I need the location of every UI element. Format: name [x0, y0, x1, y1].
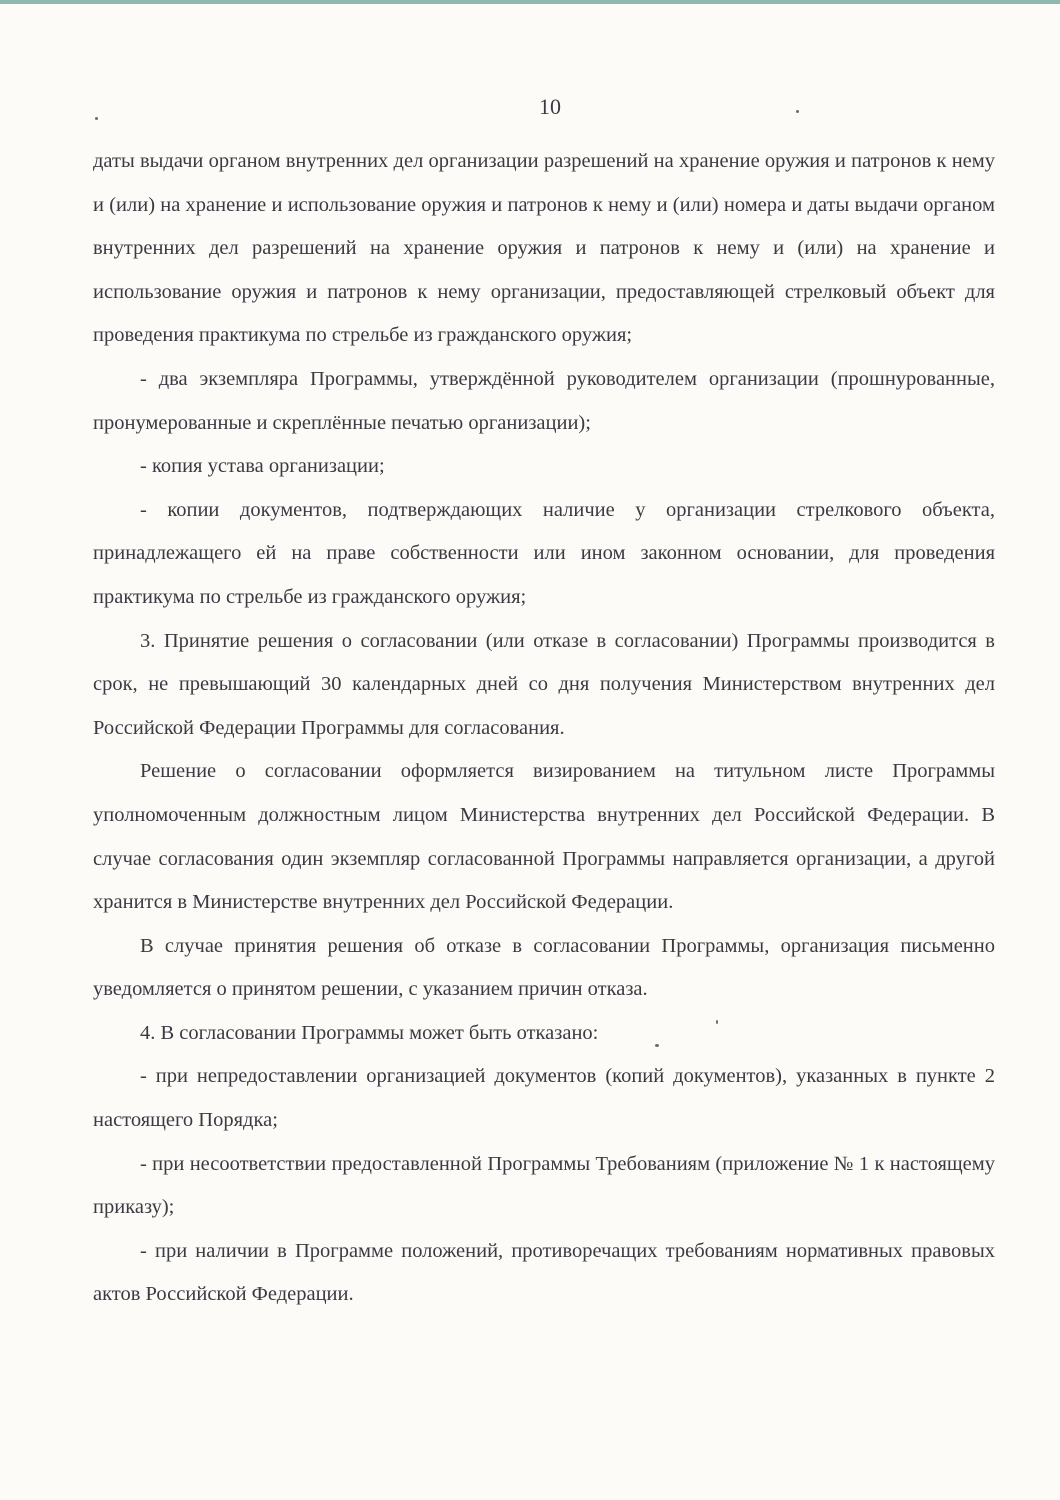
- paragraph-program-copies: - два экземпляра Программы, утверждённой руководителем организации (прошнурованные, пронумерованные и скреплённые печатью организации);: [93, 367, 995, 434]
- paragraph-refusal-contradictions: - при наличии в Программе положений, противоречащих требованиям нормативных правовых актов Российской Федерации.: [93, 1239, 995, 1306]
- paragraph-refusal-noncompliance: - при несоответствии предоставленной Программы Требованиям (приложение № 1 к настоящему приказу);: [93, 1152, 995, 1219]
- scan-speck: [95, 117, 98, 120]
- paragraph-charter-copy: - копия устава организации;: [140, 455, 385, 478]
- paragraph-approval-procedure: Решение о согласовании оформляется визированием на титульном листе Программы уполномоченным должностным лицом Министерства внутренних дел Российской Федерации. В случае согласования один экземпляр согласованной Программы направляется организации, а другой хранится в Министерстве внутренних дел Российской Федерации.: [93, 760, 995, 914]
- page-number: 10: [539, 94, 561, 119]
- paragraph-section-3-decision-term: 3. Принятие решения о согласовании (или отказе в согласовании) Программы производится в срок, не превышающий 30 календарных дней со дня получения Министерством внутренних дел Российской Федерации Программы для согласования.: [93, 629, 995, 739]
- scan-speck: [716, 1020, 718, 1024]
- document-body: [93, 140, 995, 1317]
- page-top-edge: [0, 0, 1060, 4]
- scan-speck: [796, 110, 799, 113]
- paragraph-shooting-range-documents: - копии документов, подтверждающих наличие у организации стрелкового объекта, принадлежащего ей на праве собственности или ином законном основании, для проведения практикума по стрельбе из гражданского оружия;: [93, 498, 995, 608]
- scan-speck: [655, 1044, 659, 1047]
- paragraph-refusal-missing-documents: - при непредоставлении организацией документов (копий документов), указанных в пункте 2 настоящего Порядка;: [93, 1065, 995, 1132]
- paragraph-permit-dates: даты выдачи органом внутренних дел организации разрешений на хранение оружия и патронов к нему и (или) на хранение и использование оружия и патронов к нему и (или) номера и даты выдачи органом внутренних дел разрешений на хранение оружия и патронов к нему и (или) на хранение и использование оружия и патронов к нему организации, предоставляющей стрелковый объект для проведения практикума по стрельбе из гражданского оружия;: [93, 150, 995, 347]
- paragraph-section-4-refusal-grounds: 4. В согласовании Программы может быть отказано:: [140, 1021, 599, 1044]
- paragraph-refusal-notification: В случае принятия решения об отказе в согласовании Программы, организация письменно уведомляется о принятом решении, с указанием причин отказа.: [93, 934, 995, 1001]
